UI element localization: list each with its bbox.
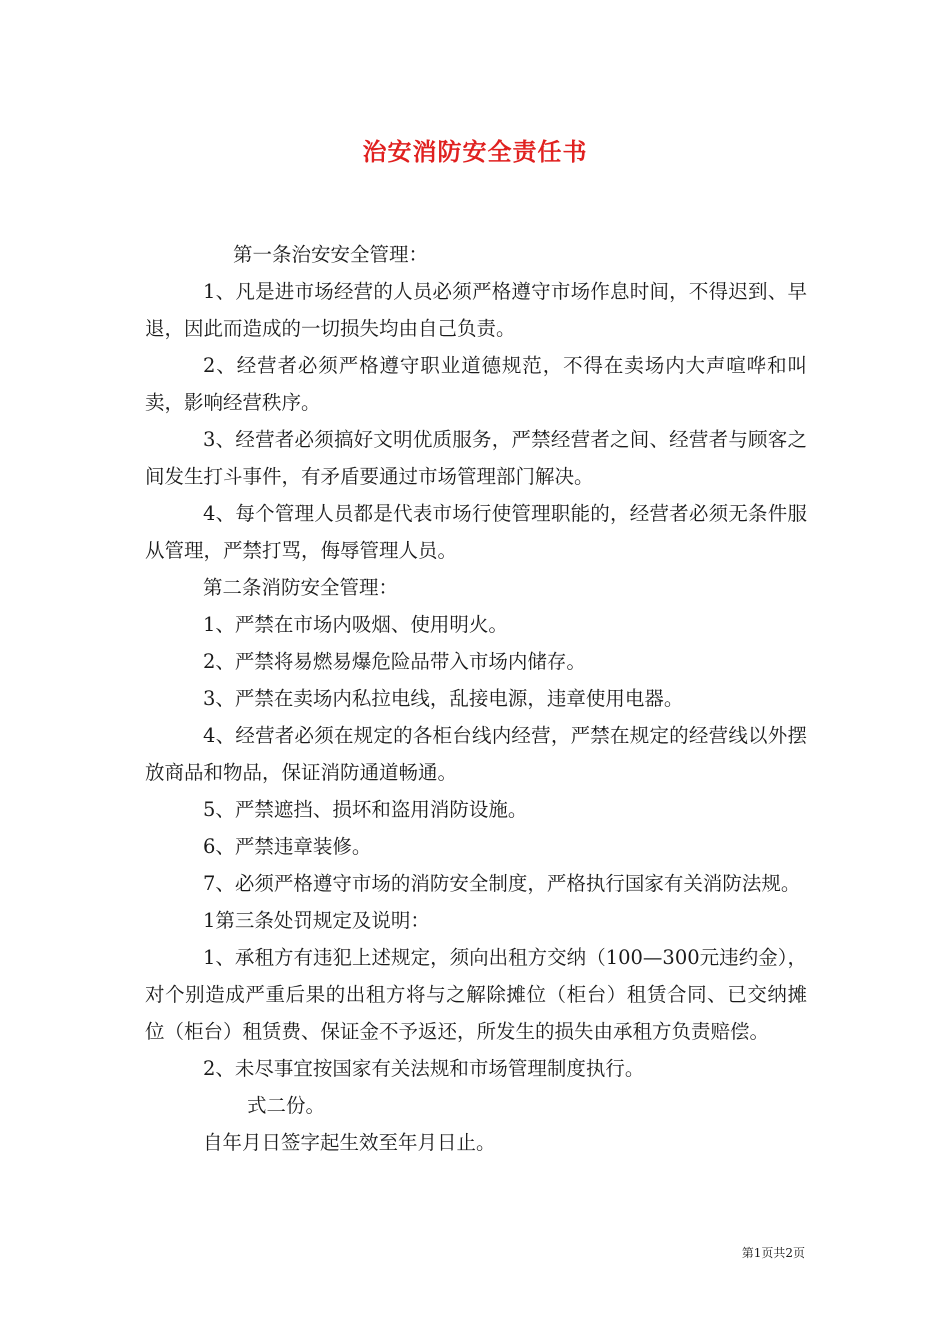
clause-paragraph: 6、严禁违章装修。 <box>203 835 372 858</box>
clause-paragraph: 2、严禁将易燃易爆危险品带入市场内储存。 <box>203 650 586 673</box>
section-heading-1: 第一条治安安全管理： <box>233 243 429 266</box>
clause-paragraph: 7、必须严格遵守市场的消防安全制度，严格执行国家有关消防法规。 <box>203 872 801 895</box>
clause-paragraph: 3、经营者必须搞好文明优质服务，严禁经营者之间、经营者与顾客之间发生打斗事件，有矛盾要通过市场管理部门解决。 <box>145 428 807 488</box>
clause-paragraph: 1、凡是进市场经营的人员必须严格遵守市场作息时间，不得迟到、早退，因此而造成的一切损失均由自己负责。 <box>145 280 807 340</box>
clause-paragraph: 5、严禁遮挡、损坏和盗用消防设施。 <box>203 798 528 821</box>
clause-paragraph: 2、未尽事宜按国家有关法规和市场管理制度执行。 <box>203 1057 645 1080</box>
clause-paragraph: 4、每个管理人员都是代表市场行使管理职能的，经营者必须无条件服从管理，严禁打骂，侮辱管理人员。 <box>145 502 807 562</box>
section-heading-2: 第二条消防安全管理： <box>203 576 399 599</box>
clause-paragraph: 4、经营者必须在规定的各柜台线内经营，严禁在规定的经营线以外摆放商品和物品，保证消防通道畅通。 <box>145 724 807 784</box>
clause-paragraph: 1、严禁在市场内吸烟、使用明火。 <box>203 613 508 636</box>
effective-date-note: 自年月日签字起生效至年月日止。 <box>203 1131 496 1154</box>
section-heading-3: 1第三条处罚规定及说明： <box>203 909 430 932</box>
document-body <box>145 236 807 1161</box>
clause-paragraph: 3、严禁在卖场内私拉电线，乱接电源，违章使用电器。 <box>203 687 684 710</box>
page-number: 第1页共2页 <box>741 1246 805 1260</box>
clause-paragraph: 1、承租方有违犯上述规定，须向出租方交纳（100—300元违约金），对个别造成严重后果的出租方将与之解除摊位（柜台）租赁合同、已交纳摊位（柜台）租赁费、保证金不予返还，所发生的损失由承租方负责赔偿。 <box>145 946 807 1043</box>
clause-paragraph: 2、经营者必须严格遵守职业道德规范，不得在卖场内大声喧哗和叫卖，影响经营秩序。 <box>145 354 807 414</box>
copies-note: 式二份。 <box>247 1094 326 1117</box>
document-title: 治安消防安全责任书 <box>362 137 588 166</box>
